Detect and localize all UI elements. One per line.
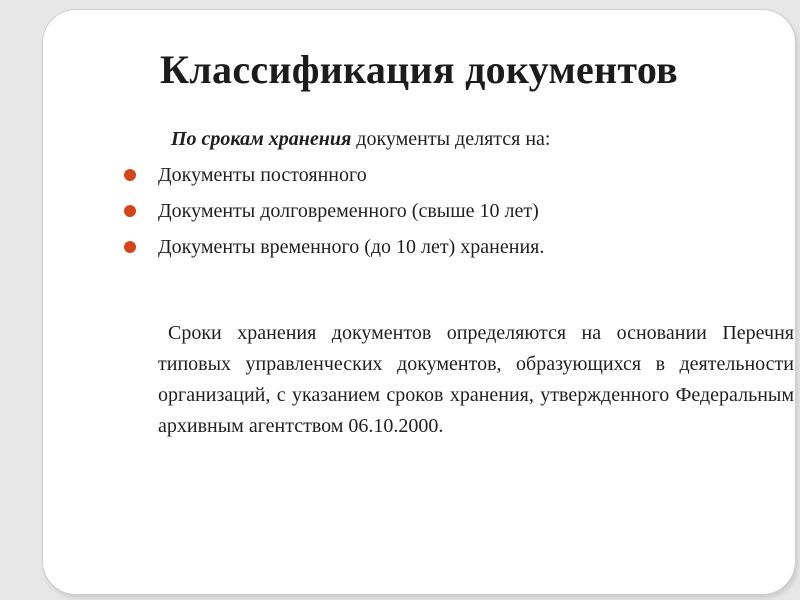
intro-line [113, 121, 793, 157]
bullet-text: Документы постоянного [158, 164, 367, 186]
intro-emphasis: По срокам хранения [171, 128, 352, 150]
list-item [113, 229, 793, 265]
slide-card [42, 9, 796, 595]
storage-paragraph [113, 318, 794, 442]
slide-title: Классификация документов [159, 47, 679, 92]
bullet-dot-icon [124, 241, 136, 253]
intro-rest: документы делятся на: [351, 128, 551, 150]
bullet-text: Документы временного (до 10 лет) хранения. [158, 236, 545, 258]
bullet-text: Документы долговременного (свыше 10 лет) [158, 200, 539, 222]
bullet-list [113, 157, 793, 265]
bullet-dot-icon [124, 169, 136, 181]
bullet-dot-icon [124, 205, 136, 217]
paragraph-text: Сроки хранения документов определяются на основании Перечня типовых управленческих документов, образующихся в деятельности организаций, с указанием сроков хранения, утвержденного Федеральным архивным агентством 06.10.2000. [158, 322, 794, 437]
list-item [113, 193, 793, 229]
list-item [113, 157, 793, 193]
slide-content [113, 121, 793, 442]
